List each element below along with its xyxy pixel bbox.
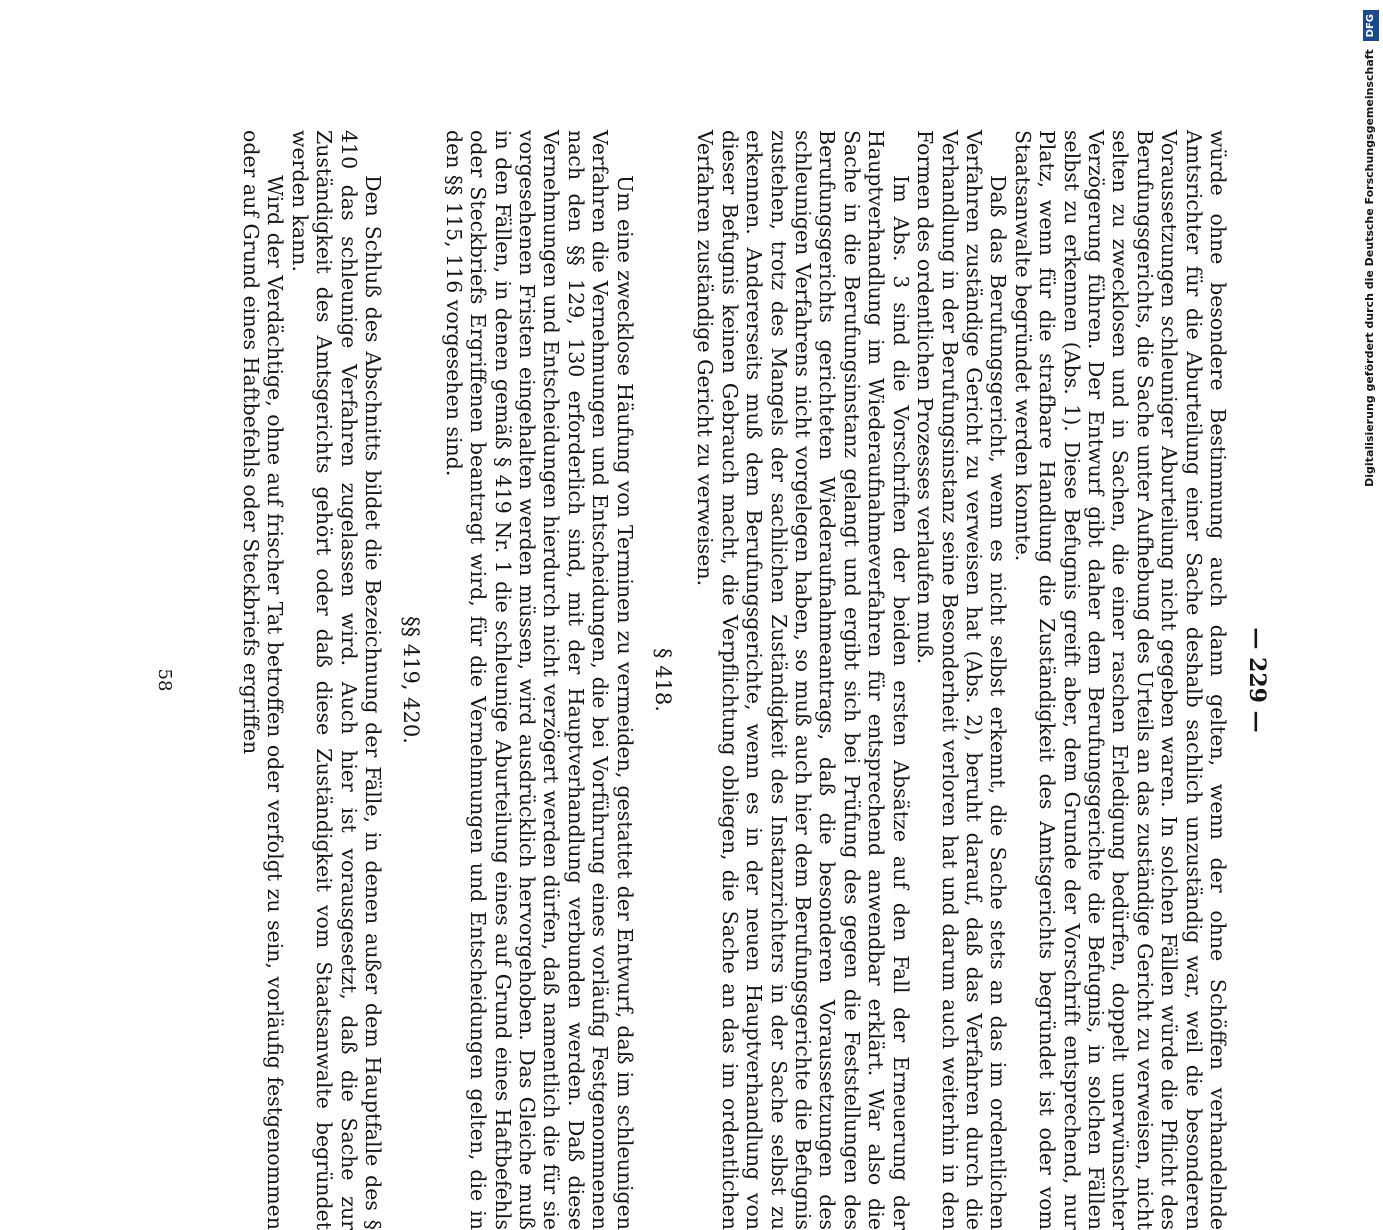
paragraph: Wird der Verdächtige, ohne auf frischer Tat betroffen oder verfolgt zu sein, vorläufig festgenommen oder auf Grund eines Haftbefehls oder Steckbriefs ergriffen bbox=[238, 130, 288, 1230]
paragraph: Daß das Berufungsgericht, wenn es nicht selbst erkennt, die Sache stets an das im ordentlichen Verfahren zuständige Gericht zu verweisen hat (Abs. 2), beruht darauf, daß das Verfahren durch die Verhandlung in der Berufungsinstanz seine Besonderheit verloren hat und darum auch weiterhin in den Formen des ordentlichen Prozesses verlaufen muß. bbox=[913, 130, 1011, 1230]
rotated-page bbox=[154, 130, 1270, 1230]
paragraph: Im Abs. 3 sind die Vorschriften der beiden ersten Absätze auf den Fall der Erneuerung der Hauptverhandlung im Wiederaufnahmeverfahren für entsprechend anwendbar erklärt. War also die Sache in die Berufungsinstanz gelangt und ergibt sich bei Prüfung des gegen die Feststellungen des Berufungsgerichts gerichteten Wiederaufnahmeantrags, daß die besonderen Voraussetzungen des schleunigen Verfahrens nicht vorgelegen haben, so muß auch hier dem Berufungsgerichte die Befugnis zustehen, trotz des Mangels der sachlichen Zuständigkeit des Instanzrichters in der Sache selbst zu erkennen. Andererseits muß dem Berufungsgerichte, wenn es in der neuen Hauptverhandlung von dieser Befugnis keinen Gebrauch macht, die Verpflichtung obliegen, die Sache an das im ordentlichen Verfahren zuständige Gericht zu verweisen. bbox=[693, 130, 913, 1230]
funding-note bbox=[1362, 10, 1378, 990]
paragraph: Um eine zwecklose Häufung von Terminen zu vermeiden, gestattet der Entwurf, daß im schleunigen Verfahren die Vernehmungen und Entscheidungen, die bei Vorführung eines vorläufig Festgenommenen nach den §§ 129, 130 erforderlich sind, mit der Hauptverhandlung verbunden werden. Daß diese Vernehmungen und Entscheidungen hierdurch nicht verzögert werden dürfen, daß namentlich die für sie vorgesehenen Fristen eingehalten werden müssen, wird ausdrücklich hervorgehoben. Das Gleiche muß in den Fällen, in denen gemäß § 419 Nr. 1 die schleunige Aburteilung eines auf Grund eines Haftbefehls oder Steckbriefs Ergriffenen beantragt wird, für die Vernehmungen und Entscheidungen gelten, die in den §§ 115, 116 vorgesehen sind. bbox=[441, 130, 637, 1230]
dfg-logo: DFG bbox=[1363, 10, 1379, 41]
paragraph: würde ohne besondere Bestimmung auch dann gelten, wenn der ohne Schöffen verhandelnde Amtsrichter für die Aburteilung einer Sache deshalb sachlich unzuständig war, weil die besonderen Voraussetzungen schleuniger Aburteilung nicht gegeben waren. In solchen Fällen würde die Pflicht des Berufungsgerichts, die Sache unter Aufhebung des Urteils an das zuständige Gericht zu verweisen, nicht selten zu zwecklosen und in Sachen, die einer raschen Erledigung bedürfen, doppelt unerwünschter Verzögerung führen. Der Entwurf gibt daher dem Berufungsgerichte die Befugnis, in solchen Fällen selbst zu erkennen (Abs. 1). Diese Befugnis greift aber, dem Grunde der Vorschrift entsprechend, nur Platz, wenn für die strafbare Handlung die Zuständigkeit des Amtsgerichts begründet ist oder vom Staatsanwalte begründet werden konnte. bbox=[1010, 130, 1230, 1230]
paragraph: Den Schluß des Abschnitts bildet die Bezeichnung der Fälle, in denen außer dem Hauptfalle des § 410 das schleunige Verfahren zugelassen wird. Auch hier ist vorausgesetzt, daß die Sache zur Zuständigkeit des Amtsgerichts gehört oder daß diese Zuständigkeit vom Staatsanwalte begründet werden kann. bbox=[287, 130, 385, 1230]
funding-note-text: Digitalisierung gefördert durch die Deutsche Forschungsgemeinschaft bbox=[1363, 49, 1376, 487]
page-number: 58 bbox=[154, 668, 175, 692]
section-heading: §§ 419, 420. bbox=[399, 616, 424, 744]
section-heading: § 418. bbox=[651, 648, 676, 712]
body-text bbox=[239, 130, 1230, 1230]
page-header: — 229 — bbox=[1244, 627, 1270, 733]
